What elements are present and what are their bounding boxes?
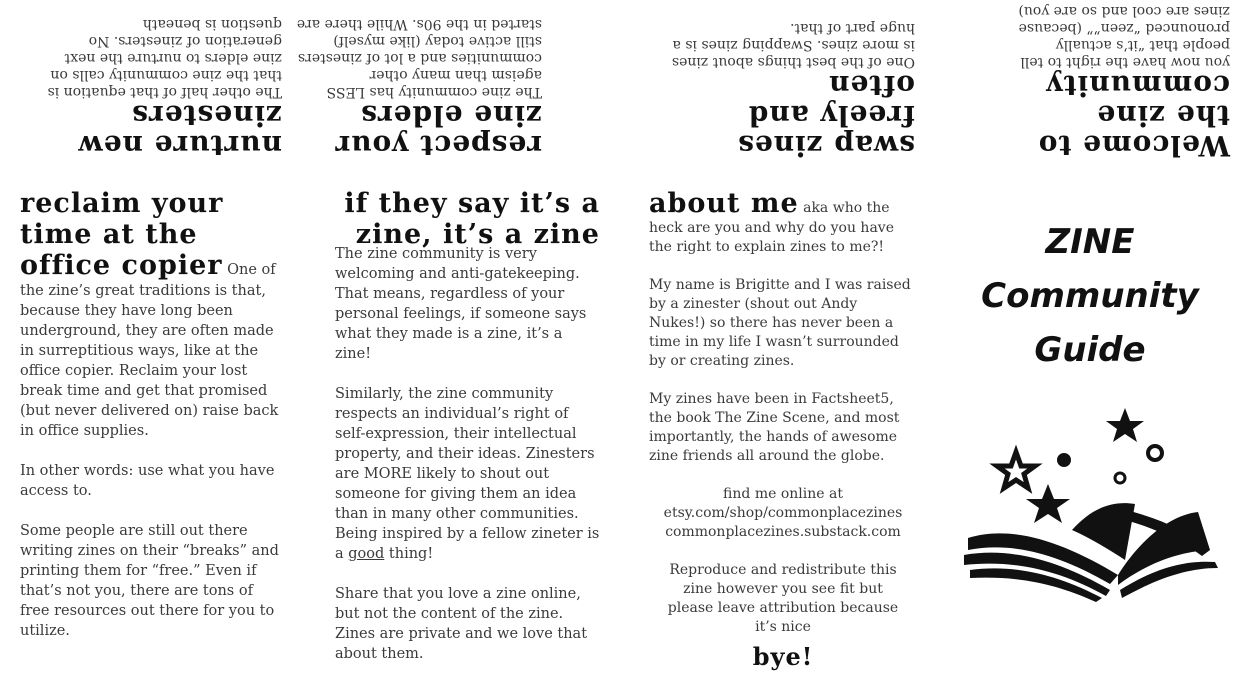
panel-body	[649, 188, 917, 671]
book-with-stars-icon	[960, 400, 1220, 605]
panel-paragraph: Some people are still out there writing zines on their “breaks” and printing them for “free.” Even if that’s not you, there are tons of free resources out there for you to utilize.	[20, 523, 279, 639]
panel-lead-text: aka who the heck are you and why do you have the right to explain zines to me?!	[649, 200, 894, 255]
panel-paragraph: In other words: use what you have access to.	[20, 463, 275, 499]
cover-title-guide: Guide	[1034, 330, 1146, 370]
reproduce-note: Reproduce and redistribute this zine however you see fit but please leave attribution because it’s nice	[667, 562, 899, 635]
ring-icon	[1115, 473, 1125, 483]
panel-paragraph: My zines have been in Factsheet5, the book The Zine Scene, and most importantly, the hands of awesome zine friends all around the globe.	[649, 391, 900, 464]
panel-paragraph: The zine community is very welcoming and anti-gatekeeping. That means, regardless of your personal feelings, if someone says what they made is a zine, it’s a zine!	[335, 246, 587, 362]
panel-paragraph: My name is Brigitte and I was raised by a zinester (shout out Andy Nukes!) so there has never been a time in my life I wasn’t surrounded by or creating zines.	[649, 277, 911, 369]
top-panel-swap	[665, 19, 915, 160]
panel-body	[335, 244, 600, 664]
top-panel-heading: nurture new zinesters	[77, 99, 282, 162]
contact-block	[649, 485, 917, 542]
panel-heading: about me	[649, 188, 799, 219]
panel-paragraph: Share that you love a zine online, but not the content of the zine. Zines are private and we love that about them.	[335, 586, 588, 662]
panel-if-they-say	[335, 188, 600, 684]
top-panel-heading: Welcome to the zine community	[1037, 69, 1230, 162]
substack-link[interactable]: commonplacezines.substack.com	[665, 524, 901, 540]
panel-heading: if they say it’s a zine, it’s a zine	[344, 188, 600, 250]
top-panel-text: The other half of that equation is that the zine community calls on zine elders to nurture the next generation of zinesters. No question is beneath	[47, 16, 282, 100]
cover-panel	[955, 215, 1225, 377]
panel-reclaim	[20, 188, 285, 661]
top-panel-heading: swap zines freely and often	[737, 69, 915, 162]
cover-title-zine: ZINE	[1045, 222, 1135, 262]
top-panel-nurture	[32, 15, 282, 160]
cover-title-community: Community	[981, 276, 1199, 316]
bye-heading: bye!	[752, 642, 814, 671]
top-panel-text: The zine community has LESS ageism than many other communities and a lot of zinesters still active today (like myself) started in the 90s. While there are	[296, 16, 542, 100]
top-panel-respect	[292, 15, 542, 160]
panel-body	[20, 188, 285, 641]
star-icon	[997, 452, 1035, 488]
dot-icon	[1057, 453, 1071, 467]
top-panel-heading: respect your zine elders	[334, 99, 542, 162]
underlined-word: good	[348, 546, 385, 562]
panel-about-me	[649, 188, 917, 671]
upside-down-strip	[0, 0, 1250, 160]
star-icon	[1026, 484, 1070, 523]
top-panel-text: One of the best things about zines is more zines. Swapping zines is a huge part of that.	[671, 20, 915, 70]
top-panel-welcome	[980, 2, 1230, 160]
panel-lead-text: One of the zine’s great traditions is that, because they have long been underground, they are often made in surreptitious ways, like at the office copier. Reclaim your lost break time and get that promised (but never delivered on) raise back in office supplies.	[20, 262, 279, 439]
panel-heading: reclaim your time at the office copier	[20, 188, 224, 281]
ring-icon	[1148, 446, 1162, 460]
panel-paragraph: Similarly, the zine community respects an individual’s right of self-expression, their intellectual property, and their ideas. Zinesters are MORE likely to shout out someone for giving them an idea than in many other communities. Being inspired by a fellow zineter is a good thing!	[335, 386, 600, 562]
top-panel-text: you now have the right to tell people that “it’s actually pronounced “zeen”” (because zines are cool and so are you)	[1018, 3, 1230, 70]
contact-intro: find me online at	[723, 486, 843, 502]
etsy-link[interactable]: etsy.com/shop/commonplacezines	[663, 505, 903, 521]
star-icon	[1106, 408, 1144, 442]
